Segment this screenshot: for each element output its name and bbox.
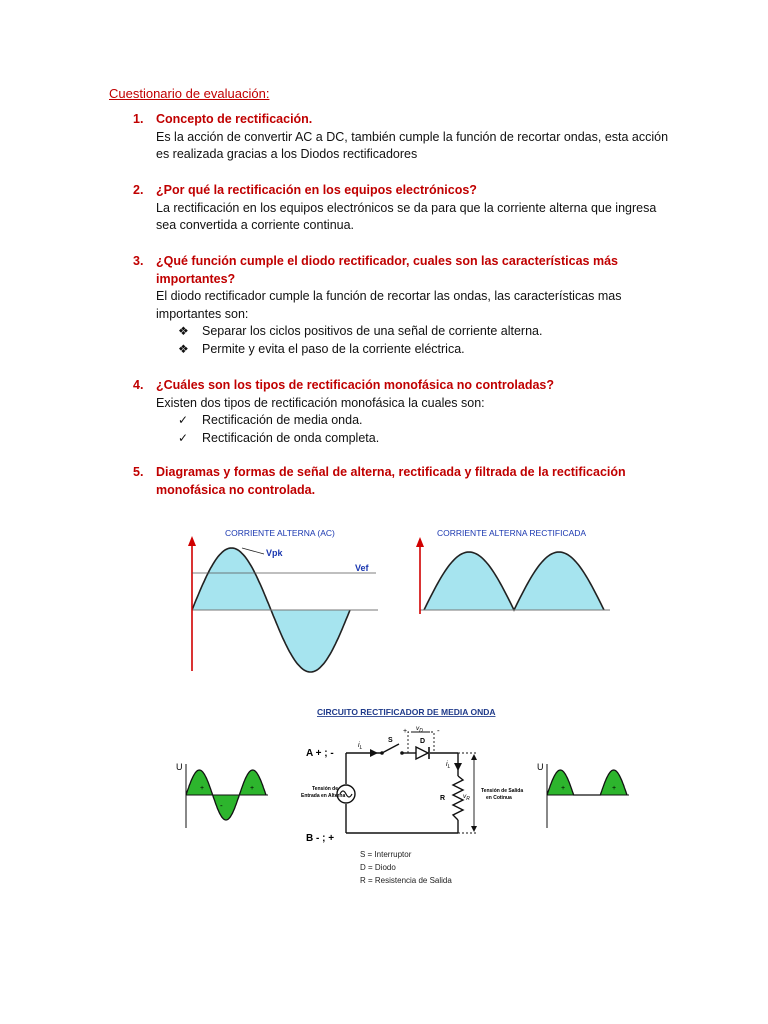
current-arrow-icon <box>370 749 378 757</box>
question-number: 2. <box>133 183 144 197</box>
question-title: ¿Cuáles son los tipos de rectificación monofásica no controladas? <box>156 378 554 392</box>
question-5 <box>133 464 673 499</box>
question-title: Diagramas y formas de señal de alterna, rectificada y filtrada de la rectificación monofásica no controlada. <box>156 465 626 497</box>
question-answer: La rectificación en los equipos electrónicos se da para que la corriente alterna que ingresa sea convertida a corriente continua. <box>156 200 657 232</box>
checkmark-icon: ✓ <box>178 430 189 445</box>
resistor-current-label: $i_L$ <box>446 761 451 770</box>
output-voltage-text: Tensión de Salida en Cotinua <box>481 788 524 801</box>
switch-icon <box>382 744 399 753</box>
current-in-label: $i_L$ <box>358 742 363 751</box>
legend-diode: D = Diodo <box>360 863 396 872</box>
list-item: ✓ Rectificación de onda completa. <box>178 430 673 448</box>
question-answer: El diodo rectificador cumple la función de recortar las ondas, las características mas importantes son: <box>156 289 622 321</box>
question-number: 5. <box>133 465 144 479</box>
legend-switch: S = Interruptor <box>360 850 412 859</box>
question-number: 4. <box>133 378 144 392</box>
node-b-label: B - ; + <box>306 833 335 844</box>
positive-sign: + <box>561 785 566 792</box>
axis-label-u: U <box>176 762 183 772</box>
question-4 <box>133 377 673 447</box>
arrow-up-icon <box>471 754 477 760</box>
switch-contact <box>400 751 404 755</box>
output-voltage-label: $v_R$ <box>463 793 470 802</box>
list-item: ❖ Separar los ciclos positivos de una señal de corriente alterna. <box>178 323 673 341</box>
checkmark-icon: ✓ <box>178 413 189 427</box>
positive-sign: + <box>612 785 617 792</box>
vpk-label: Vpk <box>266 548 283 558</box>
node-a-label: A + ; - <box>306 748 334 759</box>
resistor-label: R <box>440 795 446 802</box>
resistor-current-arrow-icon <box>454 763 462 771</box>
question-3 <box>133 253 673 358</box>
types-list <box>133 412 673 447</box>
vpk-pointer <box>242 548 264 554</box>
vef-label: Vef <box>355 563 369 573</box>
diamond-bullet-icon: ❖ <box>178 341 189 356</box>
positive-sign: + <box>200 785 205 792</box>
question-answer: Es la acción de convertir AC a DC, también cumple la función de recortar ondas, esta acción es realizada gracias a los Diodos rectificadores <box>156 129 669 161</box>
legend-resistor: R = Resistencia de Salida <box>360 876 452 885</box>
rectified-wave-fill <box>424 552 604 610</box>
characteristics-list <box>133 323 673 358</box>
switch-label: S <box>388 737 393 744</box>
diode-label: D <box>420 738 426 745</box>
question-2 <box>133 182 673 235</box>
list-item: ✓ Rectificación de media onda. <box>178 412 673 430</box>
question-number: 1. <box>133 112 144 126</box>
question-answer: Existen dos tipos de rectificación monofásica la cuales son: <box>156 395 485 410</box>
circuit-wires <box>346 753 458 833</box>
diode-minus-sign: - <box>437 726 440 735</box>
question-number: 3. <box>133 254 144 268</box>
positive-sign: + <box>250 785 255 792</box>
resistor-icon <box>453 776 463 820</box>
input-voltage-label: Tensión de Entrada en Alterna <box>301 786 346 799</box>
ac-wave-title: CORRIENTE ALTERNA (AC) <box>225 528 335 538</box>
y-axis-arrow-icon <box>188 536 196 546</box>
question-title: ¿Por qué la rectificación en los equipos electrónicos? <box>156 183 477 197</box>
diamond-bullet-icon: ❖ <box>178 324 189 338</box>
y-axis-arrow-icon <box>416 537 424 547</box>
page-heading: Cuestionario de evaluación: <box>109 86 270 101</box>
output-signal-figure <box>533 758 633 830</box>
diode-plus-sign: + <box>403 728 408 735</box>
rectified-wave-title: CORRIENTE ALTERNA RECTIFICADA <box>437 528 587 538</box>
circuit-title: CIRCUITO RECTIFICADOR DE MEDIA ONDA <box>317 707 496 717</box>
ac-wave-figure <box>180 526 380 676</box>
rectified-wave-figure <box>412 526 612 616</box>
half-wave-circuit-figure <box>300 700 524 890</box>
question-1 <box>133 111 673 164</box>
input-signal-figure <box>172 758 272 830</box>
axis-label-u: U <box>537 762 544 772</box>
arrow-down-icon <box>471 826 477 832</box>
negative-sign: - <box>220 801 223 810</box>
list-item: ❖ Permite y evita el paso de la corriente eléctrica. <box>178 341 673 359</box>
diode-icon <box>416 747 428 759</box>
question-title: ¿Qué función cumple el diodo rectificador, cuales son las características más importantes? <box>156 254 618 286</box>
diode-voltage-label: $v_D$ <box>416 725 423 734</box>
question-title: Concepto de rectificación. <box>156 112 313 126</box>
